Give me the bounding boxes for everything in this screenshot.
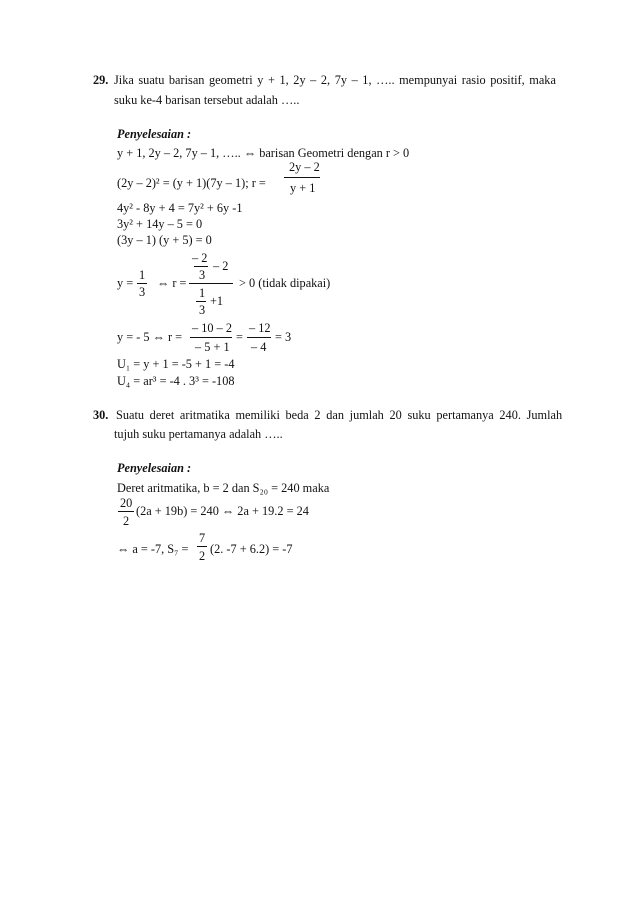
solution-line: U₁ = y + 1 = -5 + 1 = -4: [117, 357, 235, 371]
fraction-denominator: 3: [139, 285, 146, 299]
fraction-denominator: – 4: [251, 340, 267, 354]
solution-line: ⇔ a = -7, S₇ =: [117, 542, 189, 556]
fraction-bar: [197, 546, 207, 547]
fraction-numerator: 1: [199, 286, 206, 300]
question-text-line-2: suku ke-4 barisan tersebut adalah …..: [114, 93, 300, 107]
solution-line: 4y² - 8y + 4 = 7y² + 6y -1: [117, 201, 243, 215]
solution-line: U₄ = ar³ = -4 . 3³ = -108: [117, 374, 235, 388]
fraction-bar: [247, 337, 271, 338]
fraction-numerator: 7: [199, 531, 206, 545]
fraction-bar: [137, 283, 147, 284]
fraction-tail: – 2: [213, 259, 229, 273]
fraction-bar: [284, 177, 320, 178]
solution-line: (2a + 19b) = 240 ⇔ 2a + 19.2 = 24: [136, 504, 309, 518]
solution-line: 3y² + 14y – 5 = 0: [117, 217, 203, 231]
question-text-line-1: Suatu deret aritmatika memiliki beda 2 dan jumlah 20 suku pertamanya 240. Jumlah: [116, 408, 563, 422]
question-number: 30.: [93, 408, 109, 422]
solution-line: (3y – 1) (y + 5) = 0: [117, 233, 212, 247]
fraction-bar: [118, 511, 134, 512]
solution-line: > 0 (tidak dipakai): [239, 276, 331, 290]
fraction-denominator: 2: [199, 549, 206, 563]
fraction-bar: [194, 266, 208, 267]
fraction-numerator: – 12: [249, 321, 271, 335]
solution-line: y + 1, 2y – 2, 7y – 1, ….. ⇔ barisan Geometri dengan r > 0: [117, 146, 410, 160]
solution-line: y =: [117, 276, 134, 290]
fraction-numerator: – 10 – 2: [192, 321, 232, 335]
fraction-bar: [189, 283, 233, 284]
fraction-numerator: – 2: [192, 251, 208, 265]
question-text-line-2: tujuh suku pertamanya adalah …..: [114, 427, 283, 441]
solution-line: = 3: [275, 330, 292, 344]
fraction-numerator: 1: [139, 268, 146, 282]
solution-label: Penyelesaian :: [117, 127, 192, 141]
question-text-line-1: Jika suatu barisan geometri y + 1, 2y – 2, 7y – 1, ….. mempunyai rasio positif, maka: [114, 73, 556, 87]
solution-line: (2. -7 + 6.2) = -7: [210, 542, 293, 556]
solution-label: Penyelesaian :: [117, 461, 192, 475]
solution-line: Deret aritmatika, b = 2 dan S₂₀ = 240 maka: [117, 481, 330, 495]
question-number: 29.: [93, 73, 109, 87]
fraction-denominator: 3: [199, 303, 206, 317]
solution-line: (2y – 2)² = (y + 1)(7y – 1); r =: [117, 176, 266, 190]
equals-sign: =: [236, 330, 243, 344]
fraction-denominator: 3: [199, 268, 206, 282]
solution-line: ⇔ r =: [157, 276, 187, 290]
fraction-bar: [190, 337, 232, 338]
fraction-denominator: 2: [123, 514, 130, 528]
solution-line: y = - 5 ⇔ r =: [117, 330, 183, 344]
fraction-tail: +1: [210, 294, 224, 308]
fraction-denominator: – 5 + 1: [195, 340, 230, 354]
fraction-numerator: 2y – 2: [289, 160, 320, 174]
fraction-denominator: y + 1: [290, 181, 316, 195]
fraction-bar: [196, 301, 206, 302]
fraction-numerator: 20: [120, 496, 133, 510]
